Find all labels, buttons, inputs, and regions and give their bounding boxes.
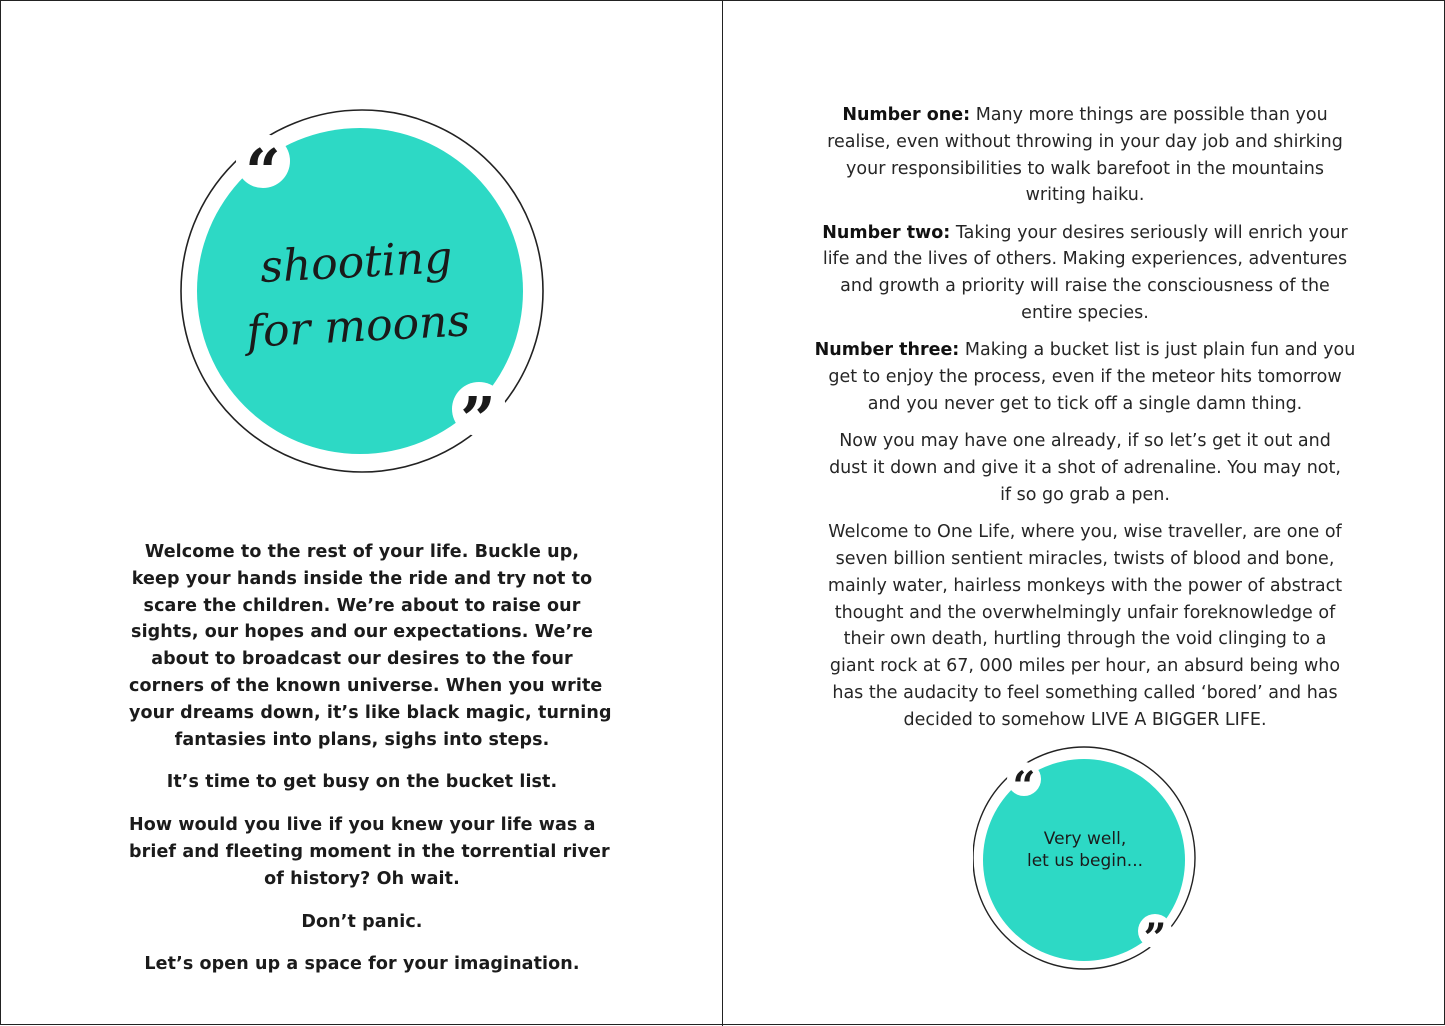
right-paragraph-1 <box>803 428 1367 508</box>
text-line: Don’t panic. <box>301 911 423 932</box>
text-line: writing haiku. <box>1025 185 1145 206</box>
number-one-first-line: Many more things are possible than you <box>970 105 1328 125</box>
text-line: scare the children. We’re about to raise our <box>143 595 581 616</box>
text-line: seven billion sentient miracles, twists of blood and bone, <box>835 548 1335 569</box>
quote-badge-graphic <box>179 109 545 475</box>
right-page <box>723 1 1445 1026</box>
text-line: realise, even without throwing in your day job and shirking <box>827 131 1343 152</box>
text-line: corners of the known universe. When you write <box>129 675 603 696</box>
text-line: get to enjoy the process, even if the meteor hits tomorrow <box>828 367 1342 388</box>
text-line: It’s time to get busy on the bucket list. <box>166 772 558 793</box>
text-line: Let’s open up a space for your imagination. <box>144 954 580 975</box>
text-line: their own death, hurtling through the void clinging to a <box>843 629 1327 650</box>
text-line: thought and the overwhelmingly unfair foreknowledge of <box>834 602 1336 623</box>
number-one-paragraph <box>803 102 1367 209</box>
right-body-text <box>803 102 1367 744</box>
badge-title-line1: shooting <box>258 232 454 294</box>
badge-title-line2: for moons <box>245 295 472 358</box>
left-page <box>1 1 722 1026</box>
number-two-paragraph <box>803 220 1367 327</box>
number-three-paragraph <box>803 337 1367 417</box>
number-two-label: Number two: <box>822 222 951 243</box>
text-line <box>803 102 1367 129</box>
left-paragraph-5 <box>129 951 595 978</box>
text-line <box>803 220 1367 247</box>
close-quote-mark: ” <box>1143 915 1167 962</box>
text-line: Now you may have one already, if so let’s get it out and <box>839 431 1331 452</box>
number-three-label: Number three: <box>814 340 960 361</box>
text-line: mainly water, hairless monkeys with the power of abstract <box>827 575 1343 596</box>
close-quote-mark: ” <box>460 383 496 456</box>
text-line: fantasies into plans, sighs into steps. <box>174 729 550 750</box>
text-line: and you never get to tick off a single damn thing. <box>867 393 1303 414</box>
text-line: and growth a priority will raise the consciousness of the <box>840 276 1330 297</box>
text-line: dust it down and give it a shot of adrenaline. You may not, <box>829 458 1341 479</box>
text-line: about to broadcast our desires to the four <box>151 649 573 670</box>
open-quote-mark: “ <box>245 135 281 208</box>
left-paragraph-4 <box>129 909 595 936</box>
number-one-label: Number one: <box>842 105 971 125</box>
text-line: keep your hands inside the ride and try not to <box>131 568 593 589</box>
text-line: life and the lives of others. Making experiences, adventures <box>822 249 1348 270</box>
text-line: has the audacity to feel something called ‘bored’ and has <box>832 682 1338 703</box>
text-line: How would you live if you knew your life was a <box>129 815 596 836</box>
text-line: giant rock at 67, 000 miles per hour, an absurd being who <box>829 656 1341 677</box>
left-paragraph-2 <box>129 769 595 796</box>
badge-caption <box>973 828 1197 872</box>
text-line <box>803 337 1367 364</box>
quote-badge-let-us-begin <box>973 746 1197 970</box>
text-line: your responsibilities to walk barefoot in the mountains <box>846 158 1324 179</box>
text-line: Welcome to One Life, where you, wise traveller, are one of <box>828 522 1342 543</box>
left-body-text <box>129 539 612 994</box>
open-quote-mark: “ <box>1012 763 1036 810</box>
text-line: brief and fleeting moment in the torrential river <box>129 841 610 862</box>
badge-caption-line1: Very well, <box>1043 829 1127 849</box>
text-line: of history? Oh wait. <box>264 868 460 889</box>
right-paragraph-2 <box>803 519 1367 733</box>
quote-badge-shooting-for-moons <box>179 109 545 475</box>
number-three-first-line: Making a bucket list is just plain fun and you <box>959 340 1356 361</box>
text-line: Welcome to the rest of your life. Buckle up, <box>144 542 580 562</box>
text-line: decided to somehow LIVE A BIGGER LIFE. <box>903 709 1267 730</box>
text-line: your dreams down, it’s like black magic, turning <box>129 702 612 723</box>
number-two-first-line: Taking your desires seriously will enrich your <box>950 222 1348 243</box>
text-line: if so go grab a pen. <box>1000 484 1170 505</box>
text-line: entire species. <box>1021 303 1149 324</box>
badge-caption-line2: let us begin... <box>1026 851 1144 871</box>
left-paragraph-1 <box>129 539 612 753</box>
text-line: sights, our hopes and our expectations. We’re <box>131 622 593 643</box>
left-paragraph-3 <box>129 812 610 892</box>
